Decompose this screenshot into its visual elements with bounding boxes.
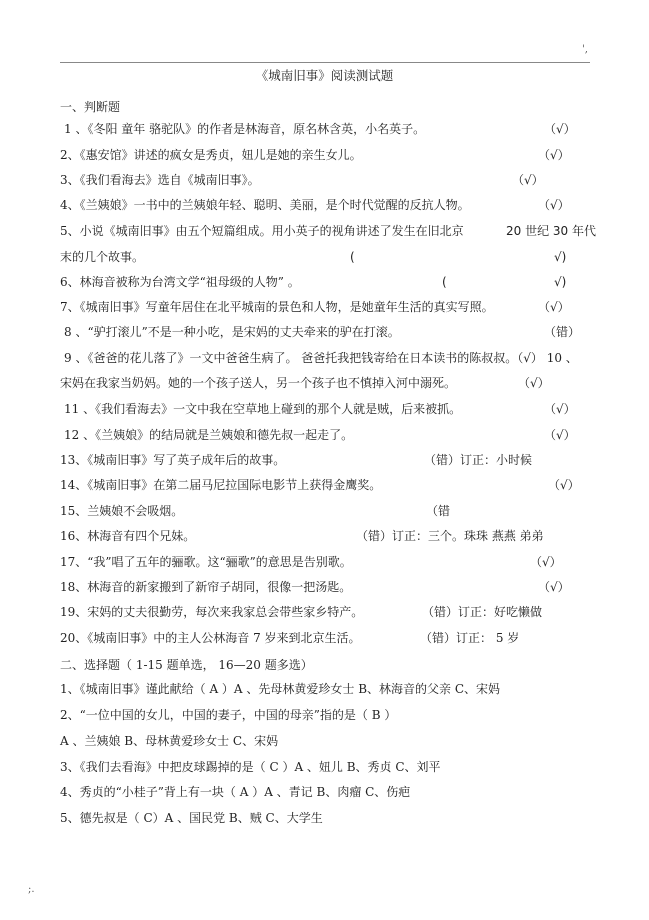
corner-mark: ', — [582, 44, 588, 55]
question-text: 17、“我”唱了五年的骊歌。这“骊歌”的意思是告别歌。 — [60, 555, 352, 569]
question-text: 15、兰姨娘不会吸烟。 — [60, 504, 184, 518]
section-heading-choice: 二、选择题（ 1-15 题单选， 16—20 题多选） — [60, 658, 313, 672]
answer-mark: （错）订正： 5 岁 — [420, 631, 520, 645]
answer-mark: （√） — [538, 198, 570, 212]
question-text: 19、宋妈的丈夫很勤劳，每次来我家总会带些家乡特产。 — [60, 605, 364, 619]
answer-mark: （√） — [538, 148, 570, 162]
question-text: 1 、《冬阳 童年 骆驼队》的作者是林海音，原名林含英，小名英子。 — [64, 122, 426, 136]
answer-mark: （√） — [512, 173, 544, 187]
question-text: 13、《城南旧事》写了英子成年后的故事。 — [60, 453, 286, 467]
answer-mark: √) — [554, 250, 567, 264]
choice-question: 4、秀贞的“小桂子”背上有一块（ A ）A 、青记 B、肉瘤 C、伤疤 — [60, 785, 411, 799]
question-text: 11 、《我们看海去》一文中我在空草地上碰到的那个人就是贼，后来被抓。 — [64, 402, 462, 416]
answer-mark: （错） — [544, 325, 581, 339]
choice-question: 3、《我们去看海》中把皮球踢掉的是（ C ）A 、妞儿 B、秀贞 C、刘平 — [60, 760, 441, 774]
header-rule — [60, 62, 590, 63]
question-text-continued: 宋妈在我家当奶妈。她的一个孩子送人，另一个孩子也不慎掉入河中溺死。 — [60, 376, 457, 390]
question-text: 5、小说《城南旧事》由五个短篇组成。用小英子的视角讲述了发生在旧北京 — [60, 224, 464, 238]
answer-mark: （√） — [538, 300, 570, 314]
choice-question: 2、“一位中国的女儿，中国的妻子，中国的母亲”指的是（ B ） — [60, 708, 397, 722]
question-text-continued: 末的几个故事。 — [60, 250, 145, 264]
question-text: 16、林海音有四个兄妹。 — [60, 529, 196, 543]
question-text: 7、《城南旧事》写童年居住在北平城南的景色和人物，是她童年生活的真实写照。 — [60, 300, 494, 314]
corner-mark: ;. — [28, 884, 35, 895]
question-text: 8 、“驴打滚儿”不是一种小吃，是宋妈的丈夫牵来的驴在打滚。 — [64, 325, 400, 339]
answer-mark: √) — [554, 275, 567, 289]
section-heading-judgment: 一、判断题 — [60, 100, 121, 114]
answer-mark: （错）订正：小时候 — [424, 453, 533, 467]
answer-mark: （错）订正：三个。珠珠 燕燕 弟弟 — [356, 529, 544, 543]
question-text: 6、林海音被称为台湾文学“祖母级的人物” 。 — [60, 275, 300, 289]
question-text: 18、林海音的新家搬到了新帘子胡同，很像一把汤匙。 — [60, 580, 352, 594]
choice-options: A 、兰姨娘 B、母林黄爱珍女士 C、宋妈 — [60, 734, 279, 748]
question-text: 20、《城南旧事》中的主人公林海音 7 岁来到北京生活。 — [60, 631, 361, 645]
question-text-tail: 20 世纪 30 年代 — [506, 224, 596, 238]
answer-mark: （√） — [544, 428, 576, 442]
choice-question: 5、德先叔是（ C）A 、国民党 B、贼 C、大学生 — [60, 811, 323, 825]
page-title: 《城南旧事》阅读测试题 — [255, 68, 394, 83]
choice-question: 1、《城南旧事》谨此献给（ A ）A 、先母林黄爱珍女士 B、林海音的父亲 C、宋妈 — [60, 682, 501, 696]
question-text: 14、《城南旧事》在第二届马尼拉国际电影节上获得金鹰奖。 — [60, 478, 382, 492]
answer-bracket-open: ( — [442, 275, 447, 289]
answer-bracket-open: ( — [350, 250, 355, 264]
question-text: 12 、《兰姨娘》的结局就是兰姨娘和德先叔一起走了。 — [64, 428, 354, 442]
question-text: 3、《我们看海去》选自《城南旧事》。 — [60, 173, 260, 187]
answer-mark: （错）订正：好吃懒做 — [422, 605, 543, 619]
answer-mark: （√） — [530, 555, 562, 569]
answer-mark: （√） — [544, 122, 576, 136]
answer-mark: （错 — [426, 504, 451, 518]
answer-mark: （√） — [548, 478, 580, 492]
answer-mark: （√） — [544, 402, 576, 416]
question-text: 4、《兰姨娘》一书中的兰姨娘年轻、聪明、美丽，是个时代觉醒的反抗人物。 — [60, 198, 470, 212]
question-text: 9 、《爸爸的花儿落了》一文中爸爸生病了。 爸爸托我把钱寄给在日本读书的陈叔叔。（√） 10 、 — [64, 351, 578, 365]
question-text: 2、《惠安馆》讲述的疯女是秀贞，妞儿是她的亲生女儿。 — [60, 148, 362, 162]
answer-mark: （√） — [518, 376, 550, 390]
answer-mark: （√） — [538, 580, 570, 594]
